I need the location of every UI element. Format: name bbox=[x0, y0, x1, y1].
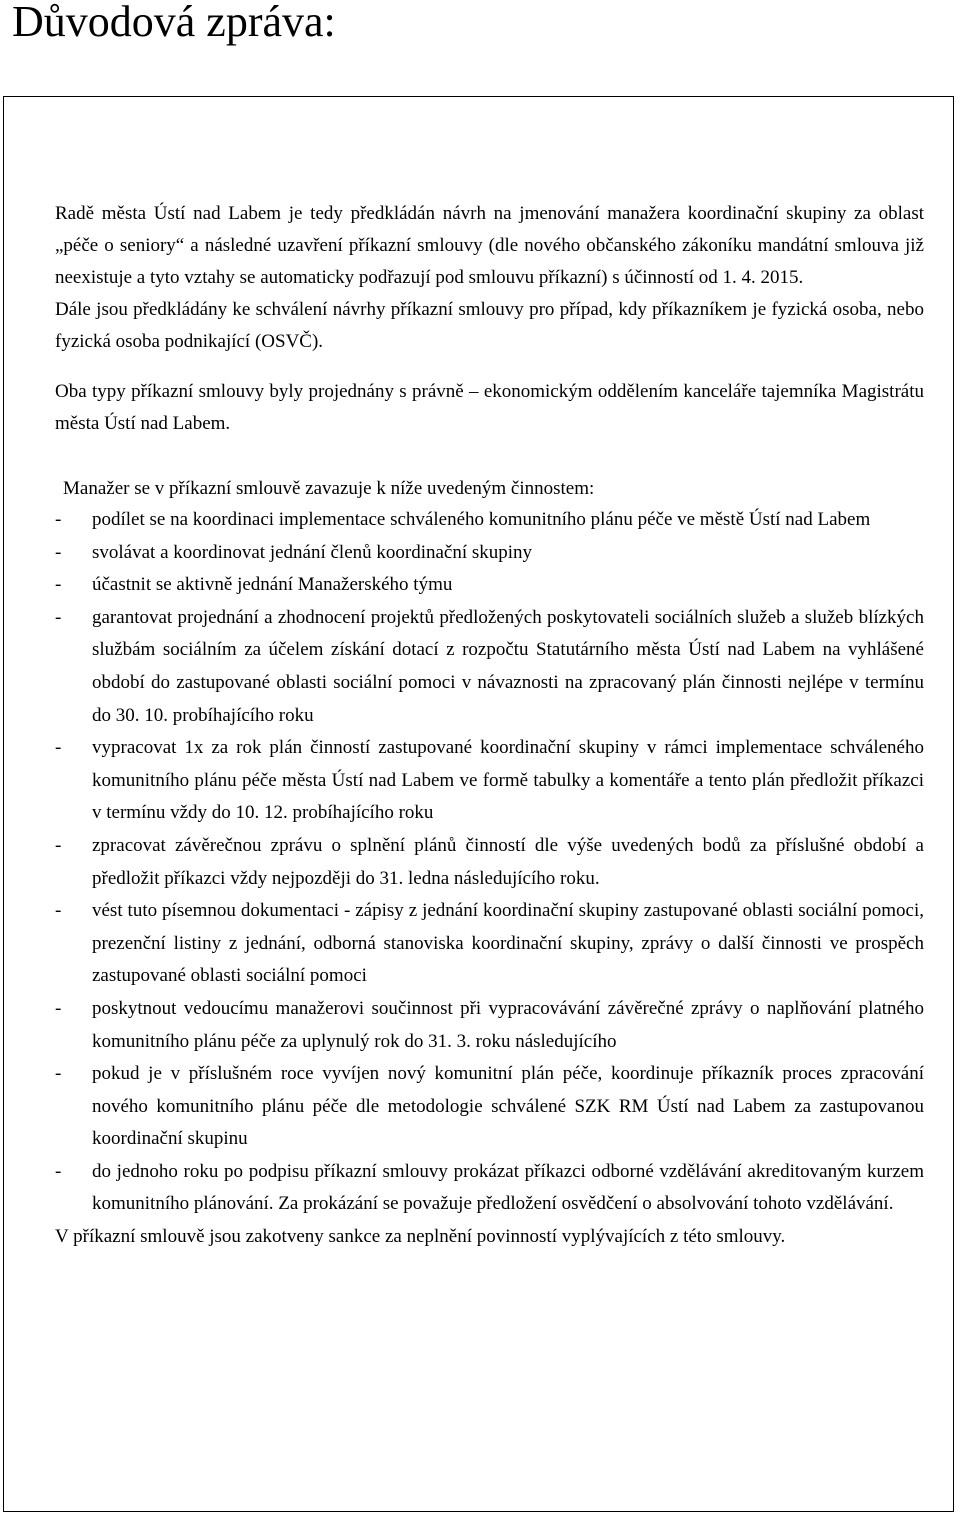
duty-item: - vypracovat 1x za rok plán činností zastupované koordinační skupiny v rámci implementace schváleného komunitního plánu péče města Ústí nad Labem ve formě tabulky a komentáře a tento plán předložit příkazci v termínu vždy do 10. 12. probíhajícího roku bbox=[55, 732, 924, 830]
duty-item: - účastnit se aktivně jednání Manažerského týmu bbox=[55, 569, 924, 602]
duty-item: - garantovat projednání a zhodnocení projektů předložených poskytovateli sociálních služeb a služeb blízkých službám sociálním za účelem získání dotací z rozpočtu Statutárního města Ústí nad Labem na vyhlášené období do zastupované oblasti sociální pomoci v návaznosti na zpracovaný plán činnosti nejlépe v termínu do 30. 10. probíhajícího roku bbox=[55, 602, 924, 732]
duty-item: - zpracovat závěrečnou zprávu o splnění plánů činností dle výše uvedených bodů za příslušné období a předložit příkazci vždy nejpozději do 31. ledna následujícího roku. bbox=[55, 830, 924, 895]
duty-item: - vést tuto písemnou dokumentaci - zápisy z jednání koordinační skupiny zastupované oblasti sociální pomoci, prezenční listiny z jednání, odborná stanoviska koordinační skupiny, zprávy o další činnosti ve prospěch zastupované oblasti sociální pomoci bbox=[55, 895, 924, 993]
duties-intro: Manažer se v příkazní smlouvě zavazuje k níže uvedeným činnostem: bbox=[63, 478, 595, 499]
duty-item: - poskytnout vedoucímu manažerovi součinnost při vypracovávání závěrečné zprávy o naplňování platného komunitního plánu péče za uplynulý rok do 31. 3. roku následujícího bbox=[55, 993, 924, 1058]
duties-list bbox=[55, 504, 924, 1221]
closing-paragraph: V příkazní smlouvě jsou zakotveny sankce za neplnění povinností vyplývajících z této smlouvy. bbox=[55, 1226, 786, 1248]
duty-item: - do jednoho roku po podpisu příkazní smlouvy prokázat příkazci odborné vzdělávání akreditovaným kurzem komunitního plánování. Za prokázání se považuje předložení osvědčení o absolvování tohoto vzdělávání. bbox=[55, 1156, 924, 1221]
duty-item: - svolávat a koordinovat jednání členů koordinační skupiny bbox=[55, 537, 924, 570]
duty-item: - pokud je v příslušném roce vyvíjen nový komunitní plán péče, koordinuje příkazník proces zpracování nového komunitního plánu péče dle metodologie schválené SZK RM Ústí nad Labem za zastupovanou koordinační skupinu bbox=[55, 1058, 924, 1156]
document-body bbox=[55, 198, 924, 1253]
paragraph-legal-review: Oba typy příkazní smlouvy byly projednány s právně – ekonomickým oddělením kanceláře tajemníka Magistrátu města Ústí nad Labem. bbox=[55, 381, 924, 434]
paragraph-contract-drafts: Dále jsou předkládány ke schválení návrhy příkazní smlouvy pro případ, kdy příkazníkem je fyzická osoba, nebo fyzická osoba podnikající (OSVČ). bbox=[55, 299, 924, 352]
duty-item: - podílet se na koordinaci implementace schváleného komunitního plánu péče ve městě Ústí nad Labem bbox=[55, 504, 924, 537]
paragraph-proposal: Radě města Ústí nad Labem je tedy předkládán návrh na jmenování manažera koordinační skupiny za oblast „péče o seniory“ a následné uzavření příkazní smlouvy (dle nového občanského zákoníku mandátní smlouva již neexistuje a tyto vztahy se automaticky podřazují pod smlouvu příkazní) s účinností od 1. 4. 2015. bbox=[55, 203, 924, 288]
page-title: Důvodová zpráva: bbox=[12, 0, 336, 46]
